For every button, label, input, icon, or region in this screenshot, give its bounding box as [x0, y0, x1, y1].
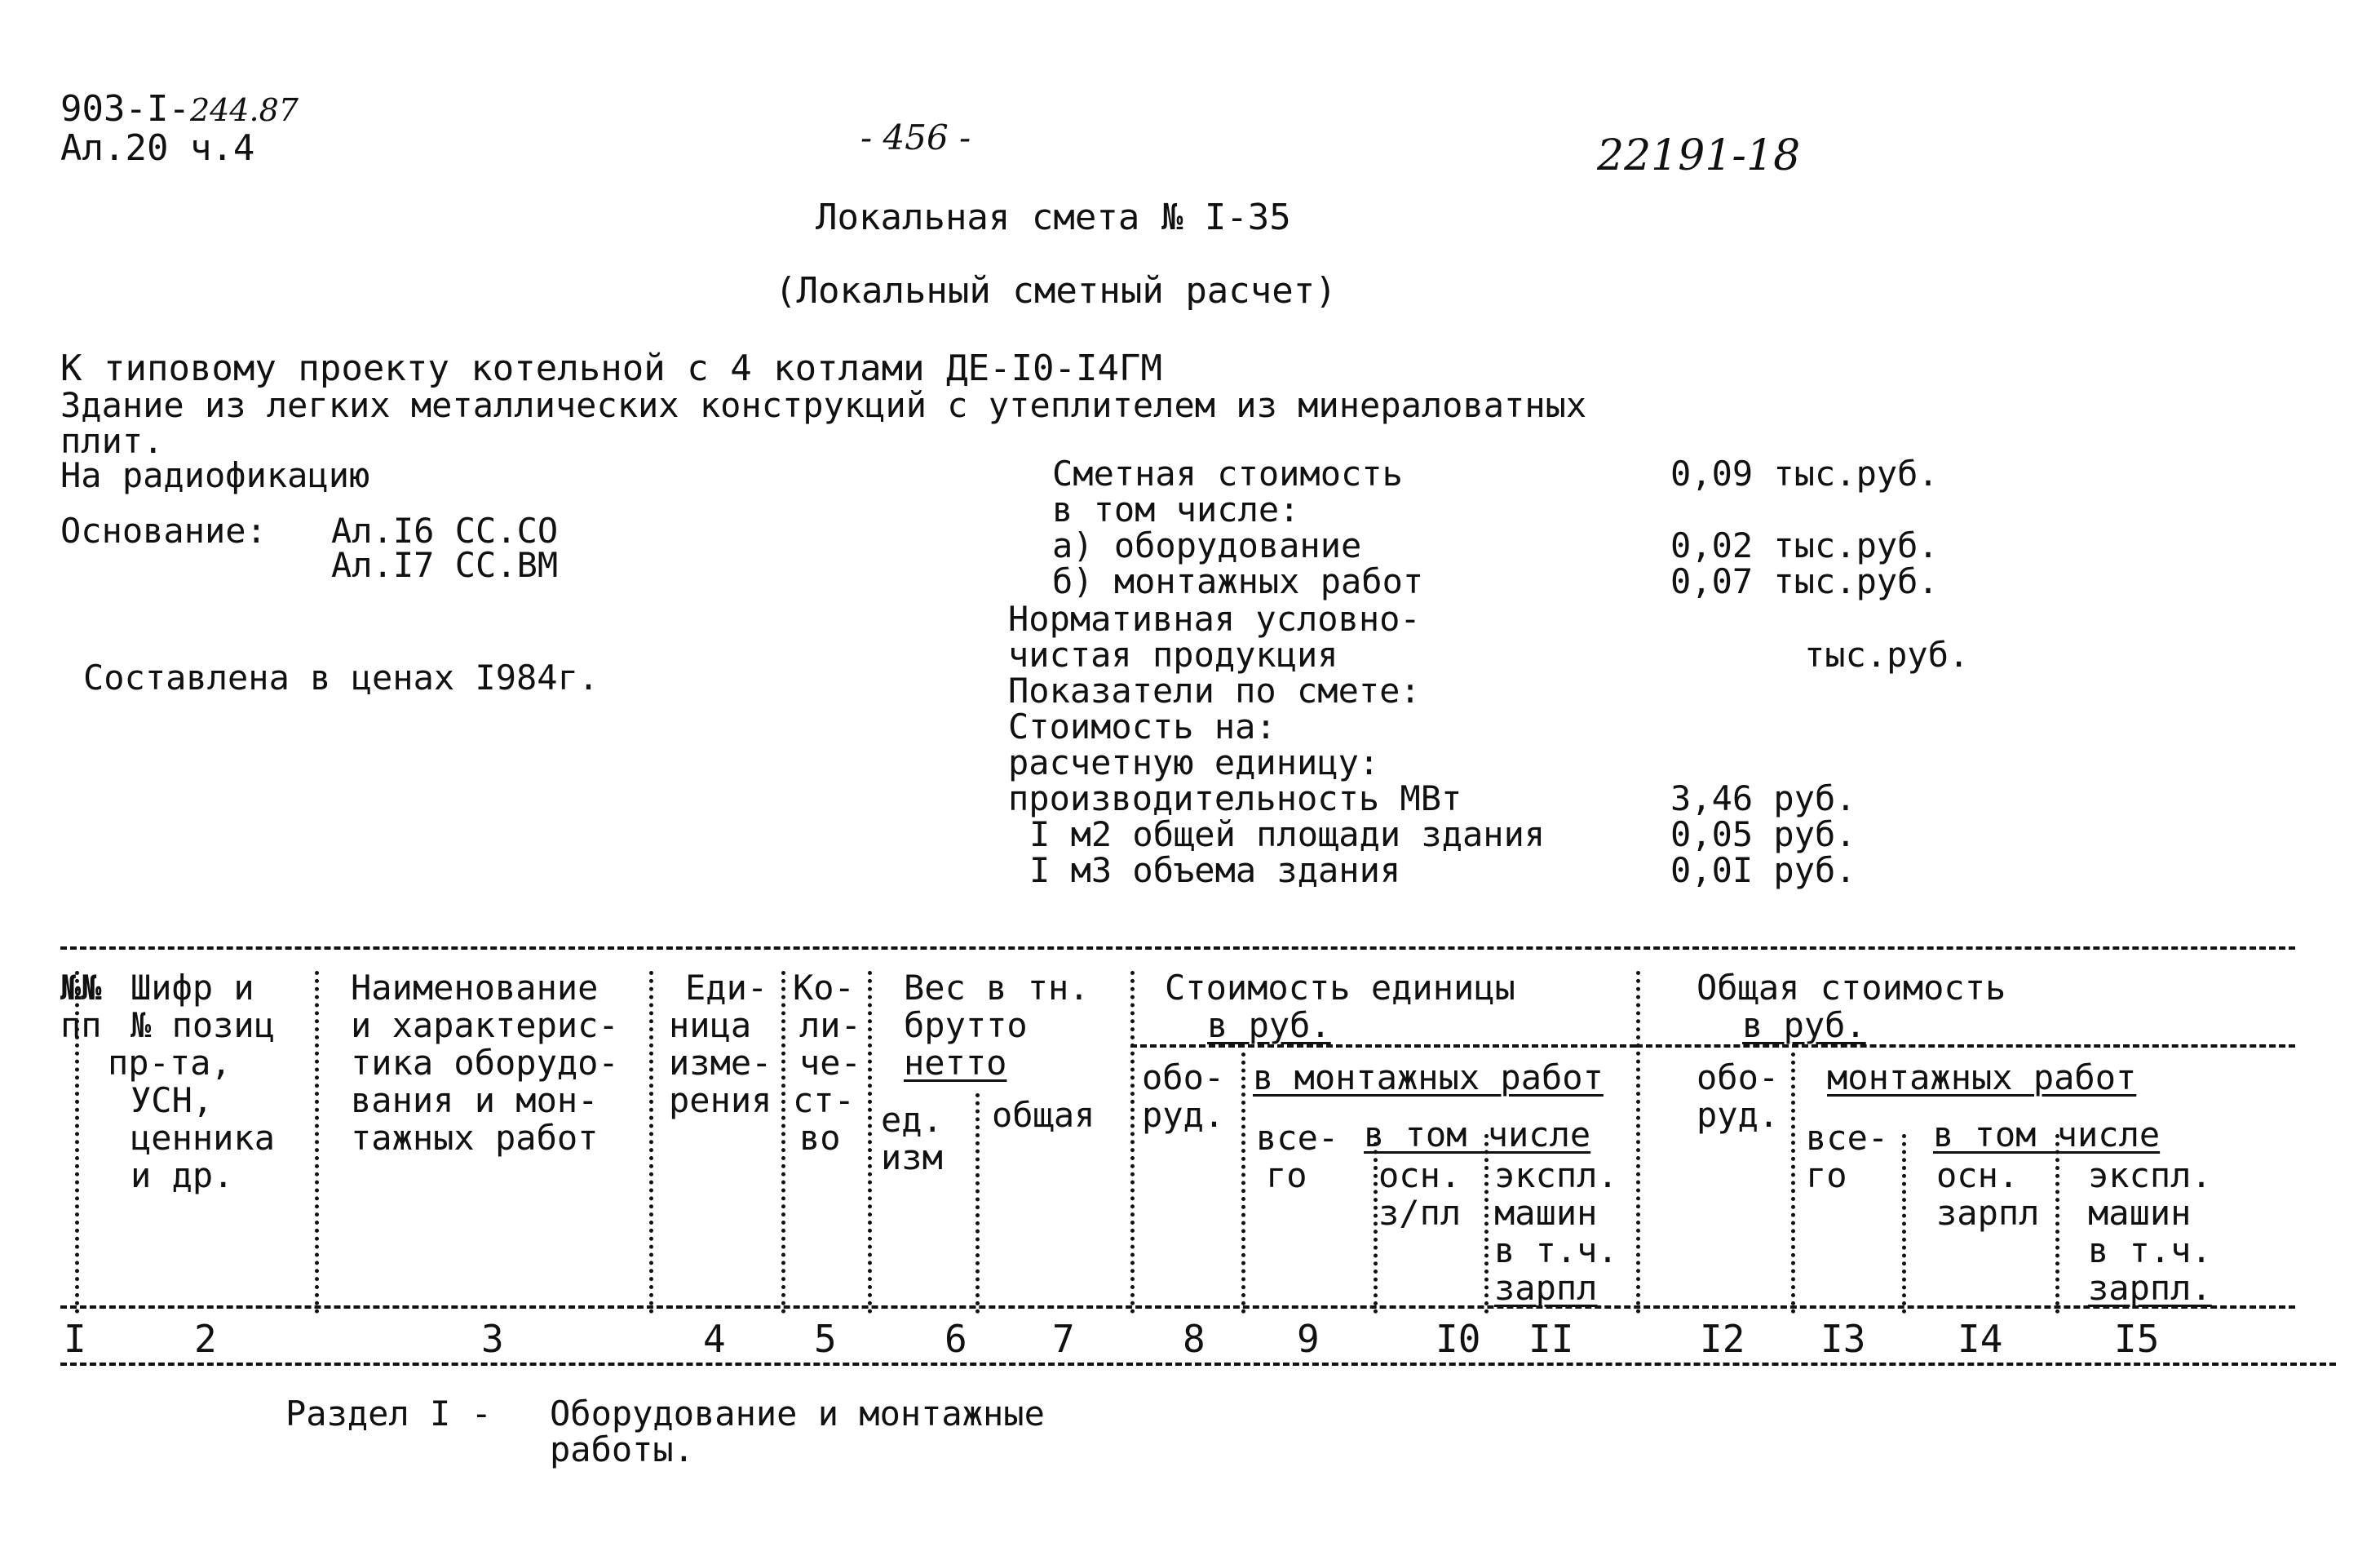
col12-line1: обо-: [1697, 1057, 1780, 1097]
col-sep-13: [1902, 1134, 1906, 1314]
col5-line3: че-: [799, 1043, 861, 1083]
col2-line5: ценника: [131, 1118, 276, 1158]
incl-group2-label: в том числе: [1933, 1115, 2161, 1154]
col7-label: общая: [992, 1095, 1095, 1135]
col4-line2: ница: [669, 1005, 752, 1045]
col-number-11: II: [1528, 1317, 1574, 1361]
project-line-4: На радиофикацию: [60, 455, 370, 495]
col15-line4: зарпл.: [2088, 1268, 2212, 1308]
col2-line2: № позиц: [131, 1005, 276, 1045]
col-sep-8: [1241, 1052, 1245, 1314]
table-top-rule: [60, 946, 2295, 950]
volume-label: I м3 объема здания: [1029, 850, 1401, 890]
normative-value: тыс.руб.: [1804, 635, 1970, 675]
col-sep-6: [975, 1093, 980, 1314]
col-number-14: I4: [1958, 1317, 2003, 1361]
col-number-6: 6: [944, 1317, 967, 1361]
col11-line2: машин: [1494, 1193, 1598, 1233]
col1-line2: пп: [60, 1005, 102, 1045]
col10-line1: осн.: [1378, 1155, 1462, 1195]
col-sep-7: [1130, 971, 1135, 1314]
weight-group-line3: нетто: [904, 1043, 1007, 1083]
total-cost-group-line1: Общая стоимость: [1697, 968, 2006, 1008]
installation-label: б) монтажных работ: [1052, 561, 1424, 601]
col-number-15: I5: [2114, 1317, 2160, 1361]
header-bottom-rule: [60, 1305, 2295, 1309]
estimated-cost-label: Сметная стоимость: [1052, 454, 1403, 494]
col-number-13: I3: [1820, 1317, 1866, 1361]
weight-group-line1: Вес в тн.: [904, 968, 1090, 1008]
col-number-12: I2: [1700, 1317, 1745, 1361]
col3-line2: и характерис-: [351, 1005, 619, 1045]
basis-label: Основание:: [60, 511, 267, 551]
unit-cost-group-line1: Стоимость единицы: [1165, 968, 1515, 1008]
col11-line3: в т.ч.: [1494, 1230, 1618, 1270]
col-sep-12: [1791, 1052, 1795, 1314]
col-number-5: 5: [814, 1317, 837, 1361]
section-label: Раздел I -: [285, 1394, 492, 1434]
volume-value: 0,0I руб.: [1670, 850, 1856, 890]
col-number-3: 3: [481, 1317, 504, 1361]
col13-line1: все-: [1806, 1118, 1889, 1158]
col3-line4: вания и мон-: [351, 1080, 599, 1120]
basis-ref-1: Ал.I6 СС.СО: [331, 511, 559, 551]
total-cost-rule: [1636, 1044, 2295, 1048]
col-number-1: I: [64, 1317, 86, 1361]
col-number-8: 8: [1183, 1317, 1205, 1361]
install-group-label: в монтажных работ: [1253, 1057, 1604, 1097]
project-line-3: плит.: [60, 421, 164, 461]
col3-line3: тика оборудо-: [351, 1043, 619, 1083]
col5-line1: Ко-: [793, 968, 855, 1008]
col8-line1: обо-: [1142, 1057, 1225, 1097]
col5-line2: ли-: [799, 1005, 861, 1045]
project-line-2: Здание из легких металлических конструкций с утеплителем из минераловатных: [60, 385, 1587, 425]
col-sep-9: [1374, 1134, 1378, 1314]
doc-code: 903-I-244.87: [60, 88, 299, 130]
doc-code-handwritten: 244.87: [189, 92, 299, 128]
col6-line1: ед.: [881, 1100, 943, 1140]
weight-group-line2: брутто: [904, 1005, 1028, 1045]
equipment-value: 0,02 тыс.руб.: [1670, 525, 1939, 565]
doc-number: 22191-18: [1597, 131, 1801, 180]
total-cost-group-line2: в руб.: [1742, 1005, 1866, 1045]
equipment-label: а) оборудование: [1052, 525, 1362, 565]
unit-label: расчетную единицу:: [1008, 742, 1380, 782]
col14-line2: зарпл: [1936, 1193, 2040, 1233]
page-number: - 456 -: [860, 117, 971, 157]
col-sep-14: [2055, 1134, 2059, 1314]
col-sep-10: [1484, 1134, 1489, 1314]
indicators-label: Показатели по смете:: [1008, 671, 1421, 711]
normative-label-2: чистая продукция: [1008, 635, 1338, 675]
col-sep-2: [315, 971, 319, 1314]
col-number-9: 9: [1297, 1317, 1320, 1361]
unit-cost-rule: [1130, 1044, 1636, 1048]
col2-line1: Шифр и: [131, 968, 254, 1008]
col4-line4: рения: [669, 1080, 772, 1120]
col-sep-11: [1636, 971, 1640, 1314]
col9-line2: го: [1266, 1155, 1307, 1195]
col-number-7: 7: [1052, 1317, 1075, 1361]
project-line-1: К типовому проекту котельной с 4 котлами ДЕ-I0-I4ГМ: [60, 348, 1163, 389]
col-number-10: I0: [1436, 1317, 1481, 1361]
col12-line2: руд.: [1697, 1095, 1780, 1135]
col5-line4: ст-: [793, 1080, 855, 1120]
col1-line1: №№: [60, 968, 102, 1008]
col-sep-4: [781, 971, 785, 1314]
area-value: 0,05 руб.: [1670, 814, 1856, 854]
col2-line4: УСН,: [131, 1080, 214, 1120]
section-title-1: Оборудование и монтажные: [550, 1394, 1045, 1434]
album-reference: Ал.20 ч.4: [60, 127, 255, 169]
normative-label-1: Нормативная условно-: [1008, 599, 1421, 639]
area-label: I м2 общей площади здания: [1029, 814, 1546, 854]
col15-line1: экспл.: [2088, 1155, 2212, 1195]
col-sep-3: [649, 971, 653, 1314]
cost-per-label: Стоимость на:: [1008, 707, 1276, 747]
estimate-title: Локальная смета № I-35: [816, 197, 1291, 238]
install-group2-label: монтажных работ: [1827, 1057, 2137, 1097]
col4-line3: изме-: [669, 1043, 772, 1083]
col-sep-5: [868, 971, 872, 1314]
col15-line3: в т.ч.: [2088, 1230, 2212, 1270]
col3-line1: Наименование: [351, 968, 599, 1008]
col11-line4: зарпл: [1494, 1268, 1598, 1308]
col14-line1: осн.: [1936, 1155, 2019, 1195]
col5-line5: во: [799, 1118, 841, 1158]
unit-cost-group-line2: в руб.: [1207, 1005, 1331, 1045]
estimate-subtitle: (Локальный сметный расчет): [775, 270, 1337, 312]
col13-line2: го: [1806, 1155, 1847, 1195]
installation-value: 0,07 тыс.руб.: [1670, 561, 1939, 601]
capacity-value: 3,46 руб.: [1670, 778, 1856, 818]
col10-line2: з/пл: [1378, 1193, 1462, 1233]
col6-line2: изм: [881, 1137, 943, 1177]
incl-group-label: в том числе: [1364, 1115, 1591, 1154]
basis-ref-2: Ал.I7 СС.ВМ: [331, 545, 559, 585]
including-label: в том числе:: [1052, 490, 1300, 530]
numbers-bottom-rule: [60, 1363, 2336, 1366]
col-number-2: 2: [194, 1317, 217, 1361]
prices-note: Составлена в ценах I984г.: [83, 658, 599, 698]
col2-line6: и др.: [131, 1155, 234, 1195]
section-title-2: работы.: [550, 1429, 695, 1469]
col4-line1: Еди-: [685, 968, 768, 1008]
col-number-4: 4: [703, 1317, 726, 1361]
col2-line3: пр-та,: [108, 1043, 232, 1083]
col3-line5: тажных работ: [351, 1118, 599, 1158]
capacity-label: производительность МВт: [1008, 778, 1462, 818]
estimated-cost-value: 0,09 тыс.руб.: [1670, 454, 1939, 494]
col15-line2: машин: [2088, 1193, 2192, 1233]
col11-line1: экспл.: [1494, 1155, 1618, 1195]
col8-line2: руд.: [1142, 1095, 1225, 1135]
col9-line1: все-: [1256, 1118, 1339, 1158]
